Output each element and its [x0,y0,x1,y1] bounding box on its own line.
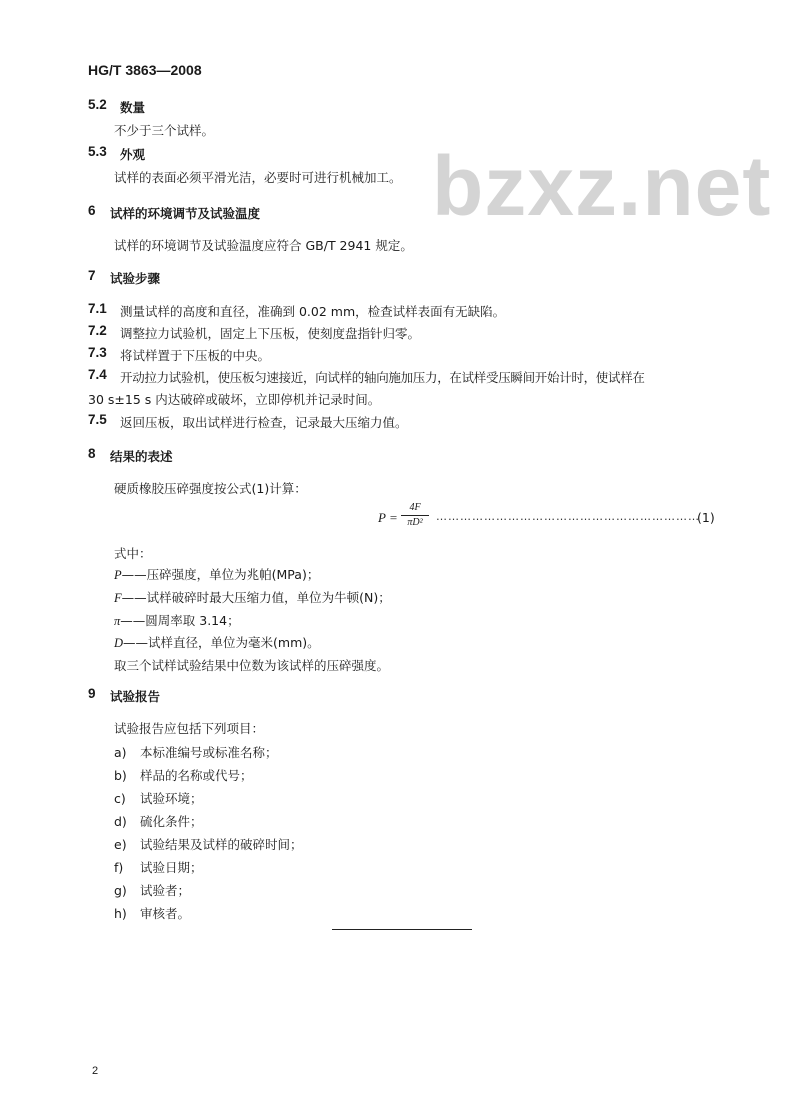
list-item [114,858,203,876]
list-marker: e) [114,837,127,852]
variable-description: ——圆周率取 3.14； [120,613,240,628]
watermark: bzxz.net [432,139,772,233]
list-marker: f) [114,860,124,875]
step-7-5-number: 7.5 [88,412,107,427]
section-9-number: 9 [88,686,96,701]
variable-description: ——试样直径，单位为毫米(mm)。 [123,635,320,650]
list-marker: c) [114,791,126,806]
step-7-1-number: 7.1 [88,301,107,316]
list-item-text: 审核者。 [140,906,191,921]
list-marker: b) [114,768,127,783]
list-item [114,789,203,807]
list-item [114,881,190,899]
list-marker: g) [114,883,127,898]
list-item-text: 本标准编号或标准名称； [140,745,278,760]
list-item-text: 试验日期； [140,860,203,875]
list-marker: h) [114,906,127,921]
list-item [114,743,278,761]
list-marker: a) [114,745,127,760]
formula-lhs: P = [378,510,398,525]
step-7-4-number: 7.4 [88,367,107,382]
standard-code: HG/T 3863—2008 [88,62,202,78]
page-number: 2 [92,1065,99,1077]
formula-number: (1) [697,510,715,525]
variable-description: ——试样破碎时最大压缩力值，单位为牛顿(N)； [121,590,391,605]
formula-leader-dots: ………………………………………………………… [436,510,700,523]
section-8-title: 结果的表述 [110,449,173,464]
report-intro: 试验报告应包括下列项目： [114,721,265,736]
variable-symbol: F [114,591,122,605]
list-item [114,766,253,784]
where-label: 式中： [114,546,152,561]
step-7-3-text: 将试样置于下压板的中央。 [120,348,271,363]
step-7-4-text-continued: 30 s±15 s 内达破碎或破坏，立即停机并记录时间。 [88,392,381,407]
section-6-text: 试样的环境调节及试验温度应符合 GB/T 2941 规定。 [114,238,413,253]
end-rule [332,929,472,930]
section-8-number: 8 [88,446,96,461]
section-5-2-number: 5.2 [88,97,107,112]
variable-description: ——压碎强度，单位为兆帕(MPa)； [121,567,320,582]
list-item-text: 试验结果及试样的破碎时间； [140,837,303,852]
list-item-text: 样品的名称或代号； [140,768,253,783]
step-7-4-text: 开动拉力试验机，使压板匀速接近，向试样的轴向施加压力，在试样受压瞬间开始计时，使试样在 [120,370,645,385]
section-6-number: 6 [88,203,96,218]
formula-intro: 硬质橡胶压碎强度按公式(1)计算： [114,481,307,496]
step-7-2-text: 调整拉力试验机，固定上下压板，使刻度盘指针归零。 [120,326,421,341]
step-7-5-text: 返回压板，取出试样进行检查，记录最大压缩力值。 [120,415,408,430]
variable-symbol: D [114,636,124,650]
variable-symbol: π [114,614,121,628]
section-7-title: 试验步骤 [110,271,161,286]
section-5-3-title: 外观 [120,147,146,162]
list-item [114,812,203,830]
list-item-text: 硫化条件； [140,814,203,829]
formula-numerator: 4F [409,502,421,513]
section-5-3-number: 5.3 [88,144,107,159]
section-6-title: 试样的环境调节及试验温度 [110,206,261,221]
list-item-text: 试验环境； [140,791,203,806]
list-marker: d) [114,814,127,829]
section-5-2-text: 不少于三个试样。 [114,123,215,138]
section-5-3-text: 试样的表面必须平滑光洁，必要时可进行机械加工。 [114,170,402,185]
variable-pi [114,611,240,629]
formula-denominator: πD² [407,517,423,528]
step-7-3-number: 7.3 [88,345,107,360]
list-item [114,835,303,853]
step-7-2-number: 7.2 [88,323,107,338]
section-9-title: 试验报告 [110,689,161,704]
result-conclusion: 取三个试样试验结果中位数为该试样的压碎强度。 [114,658,390,673]
section-7-number: 7 [88,268,96,283]
list-item-text: 试验者； [140,883,191,898]
variable-symbol: P [114,568,122,582]
step-7-1-text: 测量试样的高度和直径，准确到 0.02 mm，检查试样表面有无缺陷。 [120,304,506,319]
fraction-bar [401,515,429,516]
section-5-2-title: 数量 [120,100,146,115]
list-item [114,904,190,922]
variable-p [114,565,319,583]
variable-d [114,633,320,651]
variable-f [114,588,391,606]
